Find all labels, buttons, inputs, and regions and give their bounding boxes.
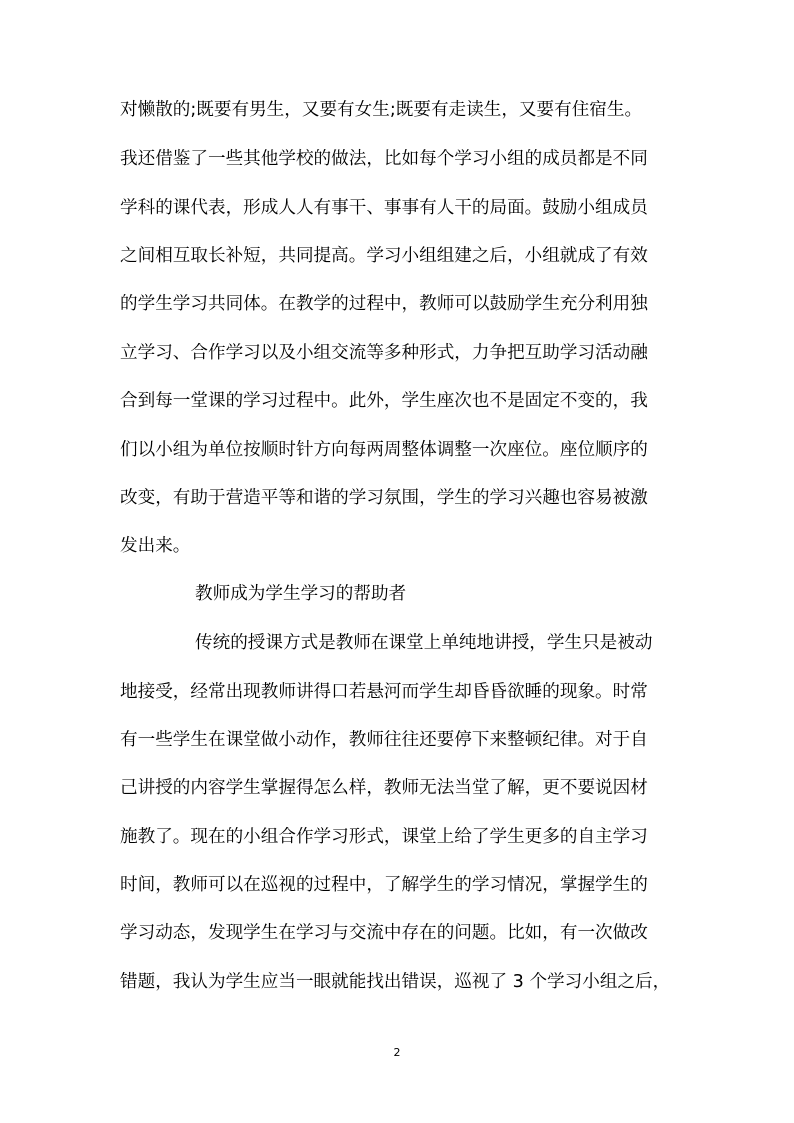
text-line: 的学生学习共同体。在教学的过程中，教师可以鼓励学生充分利用独 <box>120 294 648 314</box>
text-line: 学习动态，发现学生在学习与交流中存在的问题。比如，有一次做改 <box>120 923 648 943</box>
text-line: 施教了。现在的小组合作学习形式，课堂上给了学生更多的自主学习 <box>120 827 648 847</box>
text-line: 立学习、合作学习以及小组交流等多种形式，力争把互助学习活动融 <box>120 343 648 363</box>
text-line: 错题，我认为学生应当一眼就能找出错误，巡视了 3 个学习小组之后， <box>120 972 671 992</box>
text-line: 们以小组为单位按顺时针方向每两周整体调整一次座位。座位顺序的 <box>120 440 648 460</box>
page-number: 2 <box>393 1046 401 1059</box>
text-line: 合到每一堂课的学习过程中。此外，学生座次也不是固定不变的，我 <box>120 391 648 411</box>
section-heading: 教师成为学生学习的帮助者 <box>195 584 407 604</box>
text-line: 传统的授课方式是教师在课堂上单纯地讲授，学生只是被动 <box>195 633 653 653</box>
text-line: 发出来。 <box>120 536 191 556</box>
text-line: 学科的课代表，形成人人有事干、事事有人干的局面。鼓励小组成员 <box>120 198 648 218</box>
text-line: 我还借鉴了一些其他学校的做法，比如每个学习小组的成员都是不同 <box>120 149 648 169</box>
text-line: 之间相互取长补短，共同提高。学习小组组建之后，小组就成了有效 <box>120 246 648 266</box>
text-line: 有一些学生在课堂做小动作，教师往往还要停下来整顿纪律。对于自 <box>120 730 648 750</box>
text-line: 对懒散的;既要有男生，又要有女生;既要有走读生，又要有住宿生。 <box>120 100 643 120</box>
text-line: 地接受，经常出现教师讲得口若悬河而学生却昏昏欲睡的现象。时常 <box>120 682 648 702</box>
text-line: 改变，有助于营造平等和谐的学习氛围，学生的学习兴趣也容易被激 <box>120 488 648 508</box>
text-line: 时间，教师可以在巡视的过程中，了解学生的学习情况，掌握学生的 <box>120 875 648 895</box>
text-line: 己讲授的内容学生掌握得怎么样，教师无法当堂了解，更不要说因材 <box>120 778 648 798</box>
